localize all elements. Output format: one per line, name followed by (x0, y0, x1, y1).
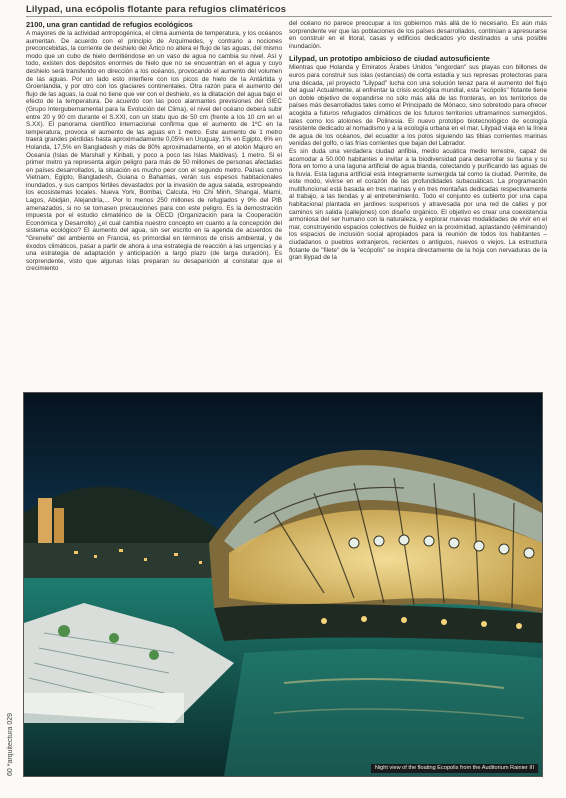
right-column-body-1: Mientras que Holanda y Emiratos Árabes Unidos "engordan" sus playas con billones de euros para construir sus islas (estancias) de corta estadía y sus represas protectoras para una década, ¡el proyecto "Lilypad" lucha con una solución tenaz para el aumento del flujo del agua! Actualmente, al enfrentar la crisis ecológica mundial, esta "ecópolis" flotante tiene un doble objetivo de expandirse no sólo más allá de las fronteras, en los territorios de países más desarrollados tales como el Principado de Mónaco, sino sobretodo para ofrecer acogida a futuros refugiados climáticos de los futuros territorios ultramarinos sumergidos, tales como los atolones de Polinesia. El nuevo prototipo biotecnológico de ecología resistente dedicado al nomadismo y a la ecología urbana en el mar, Lilypad viaja en la línea de agua de los océanos, del ecuador a los polos siguiendo las tibias corrientes marinas venidas del golfo, o las frías corrientes que bajan del Labrador. (289, 64, 547, 148)
section-heading-refugios: 2100, una gran cantidad de refugios ecológicos (26, 20, 193, 29)
right-column-body-2: Es sin duda una verdadera ciudad anfibia, medio acuática medio terrestre, capaz de acomodar a 50.000 habitantes e invitar a la biodiversidad para desarrollar su fauna y su flora en torno a una laguna artificial de agua blanda, colectando y purificando las aguas de la lluvia. Esta laguna artificial está íntegramente sumergida tal como la ciudad. Permite, de este modo, vivirse en el corazón de las profundidades subacuáticas. La programación multifuncional está basada en tres marinas y en tres montañas dedicadas respectivamente al trabajo, a las tiendas y al entretenimiento. Todo el conjunto es cubierto por una capa habitacional plantada en jardines suspensos y atravesada por una red de calles y por caminos sin salida (callejones) con diseño orgánico. El objetivo es crear una coexistencia armoniosa del ser humano con la naturaleza, y explorar nuevas modalidades de vivir en el mar, construyendo espacios colectivos de fluidez en la proximidad, aplastando (eliminando) los espacios de inclusión social apropiados para la reunión de todos los habitantes – ciudadanos o pueblos extranjeros, recientes o antiguos, nuevos o viejos. La estructura flotante de "filete" de la "ecópolis" se inspira directamente de la hoja con nervaduras de la gran lilypad de la (289, 147, 547, 262)
header-divider (26, 16, 552, 17)
right-text-column (289, 20, 547, 262)
right-column-intro: del océano no parece preocupar a los gobiernos más allá de lo necesario. Es aún más sorprendente ver que las poblaciones de los países desarrollados, continúan a apresurarse en construir en el litoral, casas y edificios dedicados y/o destinados a una posible inundación. (289, 20, 547, 50)
section-heading-prototipo: Lilypad, un prototipo ambicioso de ciudad autosuficiente (289, 54, 490, 64)
page-title: Lilypad, una ecópolis flotante para refugios climatéricos (26, 4, 287, 15)
page-folio (6, 690, 20, 780)
photo-caption: Night view of the floating Ecopolis from the Auditorium Rainier III (371, 764, 538, 773)
left-text-column (26, 20, 282, 273)
ecopolis-night-photo (23, 392, 543, 777)
page-number-label: 60 *arquitectura 029 (7, 712, 14, 776)
left-column-body: A mayores de la actividad antropogénica, el clima aumenta de temperatura, y los océanos aumentan. De acuerdo con el principio de Arquímedes, y contrario a nociones preconcebidas, la corriente de deshielo del Ártico no altera el flujo de las aguas, del mismo modo que un cubo de hielo derritiéndose en un vaso de agua no cambia su nivel. Así y todo, existen dos depósitos enormes de hielo que no se encuentran en el agua y cuyo deshielo será transferido en dirección a los océanos, provocando el aumento del volumen de las aguas. Por un lado esto interfiere con los picos de hielo de la Antártida y Groenlandia, y por otro con los glaciares continentales. Otra razón para el aumento del flujo de las aguas, la cual no tiene que ver con el deshielo, es la dilatación del agua bajo el efecto de la temperatura. De acuerdo con las poco alarmantes previsiones del GIEC (Grupo Intergubernamental para la Evolución del Clima), el nivel del océano deberá subir entre 20 y 90 cm durante el S.XXI, con un statu quo de 50 cm (frente a los 10 cm en el S.XX). El panorama científico internacional confirma que el aumento de 1ºC en la temperatura, provoca el aumento de las aguas en 1 metro. Este aumento de 1 metro traerá grandes pérdidas hasta aproximadamente 0,05% en Uruguay, 1% en Egipto, 6% en Holanda, 17,5% en Bangladesh y más de 80% aproximadamente, en el atolón Majuro en Oceanía (Islas de Marshall y Kiribati, y poco a poco las Islas Maldivas). 1 metro. Si el primer metro ya representa algún peligro para más de 50 millones de personas afectadas en países desarrollados, la situación es mucho peor con el segundo metro. Países como Vietnam, Egipto, Bangladesh, Guiana o Bahamas, verán sus espesos habitacionales inundados, y sus campos fértiles devastados por la invasión de agua salada, estropeando los ecosistemas locales. Nueva York, Bombai, Calcuta, Ho Chi Minh, Shangai, Miami, Lagos, Abidján, Alejandría,... Por lo menos 250 millones de refugiados y 9% del PIB amenazados, si no se tomasen precauciones para con este peligro. Es la demostración impuesta por el estudio climatérico de la OECD (Organización para la Cooperación Económica y Desarrollo) ¿el cual cambia nuestro concepto en cuanto a la concepción del sistema ecológico? El aumento del agua, sin ser escrito en la agenda de acuerdos de "Grenelle" del ambiente en Francia, es primordial en términos de crisis ambiental, y de éxodos climáticos, pasar a partir de ahora a una estrategia de reacción a las urgencias y a una estrategia de adaptación y anticipación a largo plazo (de larga duración). Es sorprendente, visto que algunas islas preparan su desaparición al constatar que el crecimiento (26, 30, 282, 273)
ecopolis-illustration (24, 393, 542, 776)
